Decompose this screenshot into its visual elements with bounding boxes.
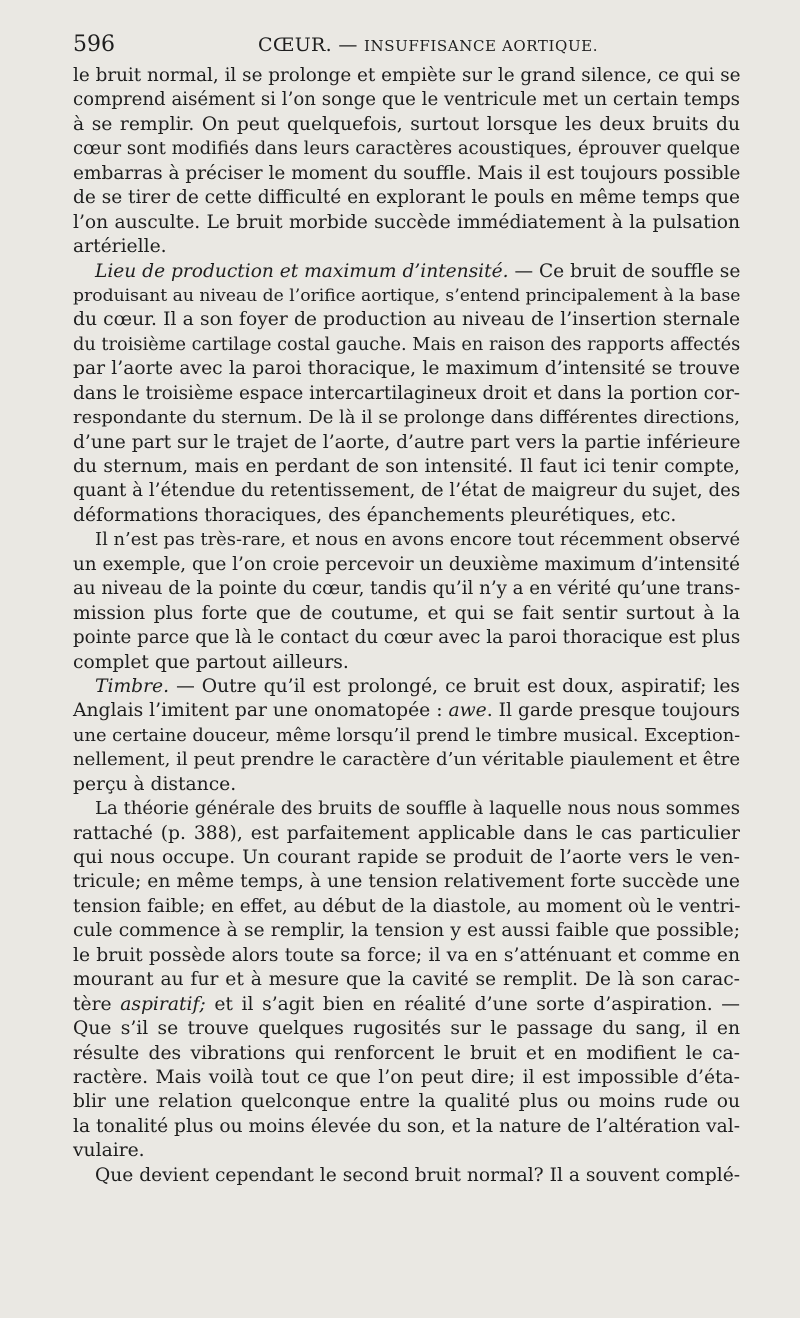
text-line: complet que partout ailleurs.	[73, 651, 349, 673]
text-line: cœur sont modifiés dans leurs caractères acoustiques, éprouver quelque	[73, 138, 740, 160]
text-line: mission plus forte que de coutume, et qui se fait sentir surtout à la	[73, 602, 740, 624]
italic-phrase: awe	[448, 700, 487, 722]
page-number: 596	[73, 32, 115, 57]
text-line: de se tirer de cette difficulté en explorant le pouls en même temps que	[73, 187, 740, 209]
text-line: le bruit possède alors toute sa force; il va en s’atténuant et comme en	[73, 944, 740, 966]
text-line: cule commence à se remplir, la tension y est aussi faible que possible;	[73, 920, 740, 942]
text-line: la tonalité plus ou moins élevée du son, et la nature de l’altération val-	[73, 1115, 740, 1137]
page-header	[73, 30, 740, 60]
text-line: perçu à distance.	[73, 773, 237, 795]
text-line: Que devient cependant le second bruit normal? Il a souvent complé-	[95, 1164, 740, 1186]
italic-phrase: Lieu de production et maximum d’intensité.	[95, 260, 509, 282]
text-line: qui nous occupe. Un courant rapide se produit de l’aorte vers le ven-	[73, 847, 740, 868]
running-head	[258, 34, 598, 56]
text-line: blir une relation quelconque entre la qualité plus ou moins rude ou	[73, 1091, 740, 1113]
text-line: mourant au fur et à mesure que la cavité se remplit. De là son carac-	[73, 969, 740, 991]
text-line: rattaché (p. 388), est parfaitement applicable dans le cas particulier	[73, 822, 740, 844]
text-line: dans le troisième espace intercartilagineux droit et dans la portion cor-	[73, 382, 740, 404]
text-line: pointe parce que là le contact du cœur avec la paroi thoracique est plus	[73, 627, 741, 649]
text-line: du sternum, mais en perdant de son intensité. Il faut ici tenir compte,	[73, 456, 740, 477]
text-line: au niveau de la pointe du cœur, tandis qu’il n’y a en vérité qu’une trans-	[73, 578, 741, 600]
text-line: un exemple, que l’on croie percevoir un deuxième maximum d’intensité	[73, 553, 740, 575]
running-head-title: CŒUR.	[258, 34, 333, 56]
text-line: quant à l’étendue du retentissement, de l’état de maigreur du sujet, des	[73, 480, 741, 502]
text-line: tère aspiratif; et il s’agit bien en réalité d’une sorte d’aspiration. —	[73, 993, 740, 1015]
running-head-separator: —	[338, 34, 358, 56]
text-line: Anglais l’imitent par une onomatopée : awe. Il garde presque toujours	[73, 700, 740, 722]
text-line: vulaire.	[73, 1140, 145, 1162]
text-line: d’une part sur le trajet de l’aorte, d’autre part vers la partie inférieure	[73, 431, 741, 453]
text-line: ractère. Mais voilà tout ce que l’on peut dire; il est impossible d’éta-	[73, 1066, 740, 1088]
text-line: tension faible; en effet, au début de la diastole, au moment où le ventri-	[73, 895, 741, 917]
text-line: déformations thoraciques, des épanchements pleurétiques, etc.	[73, 504, 677, 526]
text-line: Que s’il se trouve quelques rugosités sur le passage du sang, il en	[73, 1018, 740, 1040]
text-line: résulte des vibrations qui renforcent le bruit et en modifient le ca-	[73, 1042, 740, 1064]
text-line: Timbre. — Outre qu’il est prolongé, ce bruit est doux, aspiratif; les	[95, 675, 740, 697]
text-line: par l’aorte avec la paroi thoracique, le maximum d’intensité se trouve	[73, 358, 740, 380]
text-line: Il n’est pas très-rare, et nous en avons encore tout récemment observé	[95, 529, 741, 551]
text-line: tricule; en même temps, à une tension relativement forte succède une	[73, 871, 740, 893]
text-line: Lieu de production et maximum d’intensité. — Ce bruit de souffle se	[95, 260, 741, 282]
text-line: embarras à préciser le moment du souffle. Mais il est toujours possible	[73, 162, 741, 184]
running-head-subtitle: INSUFFISANCE AORTIQUE.	[364, 37, 599, 55]
text-line: le bruit normal, il se prolonge et empiète sur le grand silence, ce qui se	[73, 65, 741, 86]
italic-phrase: Timbre.	[95, 675, 170, 697]
text-line: respondante du sternum. De là il se prolonge dans différentes directions,	[73, 407, 740, 429]
text-line: artérielle.	[73, 236, 167, 258]
text-line: à se remplir. On peut quelquefois, surtout lorsque les deux bruits du	[73, 113, 740, 135]
text-line: du troisième cartilage costal gauche. Mais en raison des rapports affectés	[73, 334, 741, 355]
text-line: produisant au niveau de l’orifice aortique, s’entend principalement à la base	[73, 285, 741, 306]
text-line: une certaine douceur, même lorsqu’il prend le timbre musical. Exception-	[73, 724, 741, 746]
body-text	[73, 64, 740, 1188]
text-line: La théorie générale des bruits de souffle à laquelle nous nous sommes	[95, 798, 740, 820]
text-line: comprend aisément si l’on songe que le ventricule met un certain temps	[73, 89, 741, 111]
text-line: du cœur. Il a son foyer de production au niveau de l’insertion sternale	[73, 309, 740, 331]
text-line: l’on ausculte. Le bruit morbide succède immédiatement à la pulsation	[73, 211, 740, 233]
text-line: nellement, il peut prendre le caractère d’un véritable piaulement et être	[73, 749, 741, 771]
italic-phrase: aspiratif;	[120, 993, 206, 1015]
